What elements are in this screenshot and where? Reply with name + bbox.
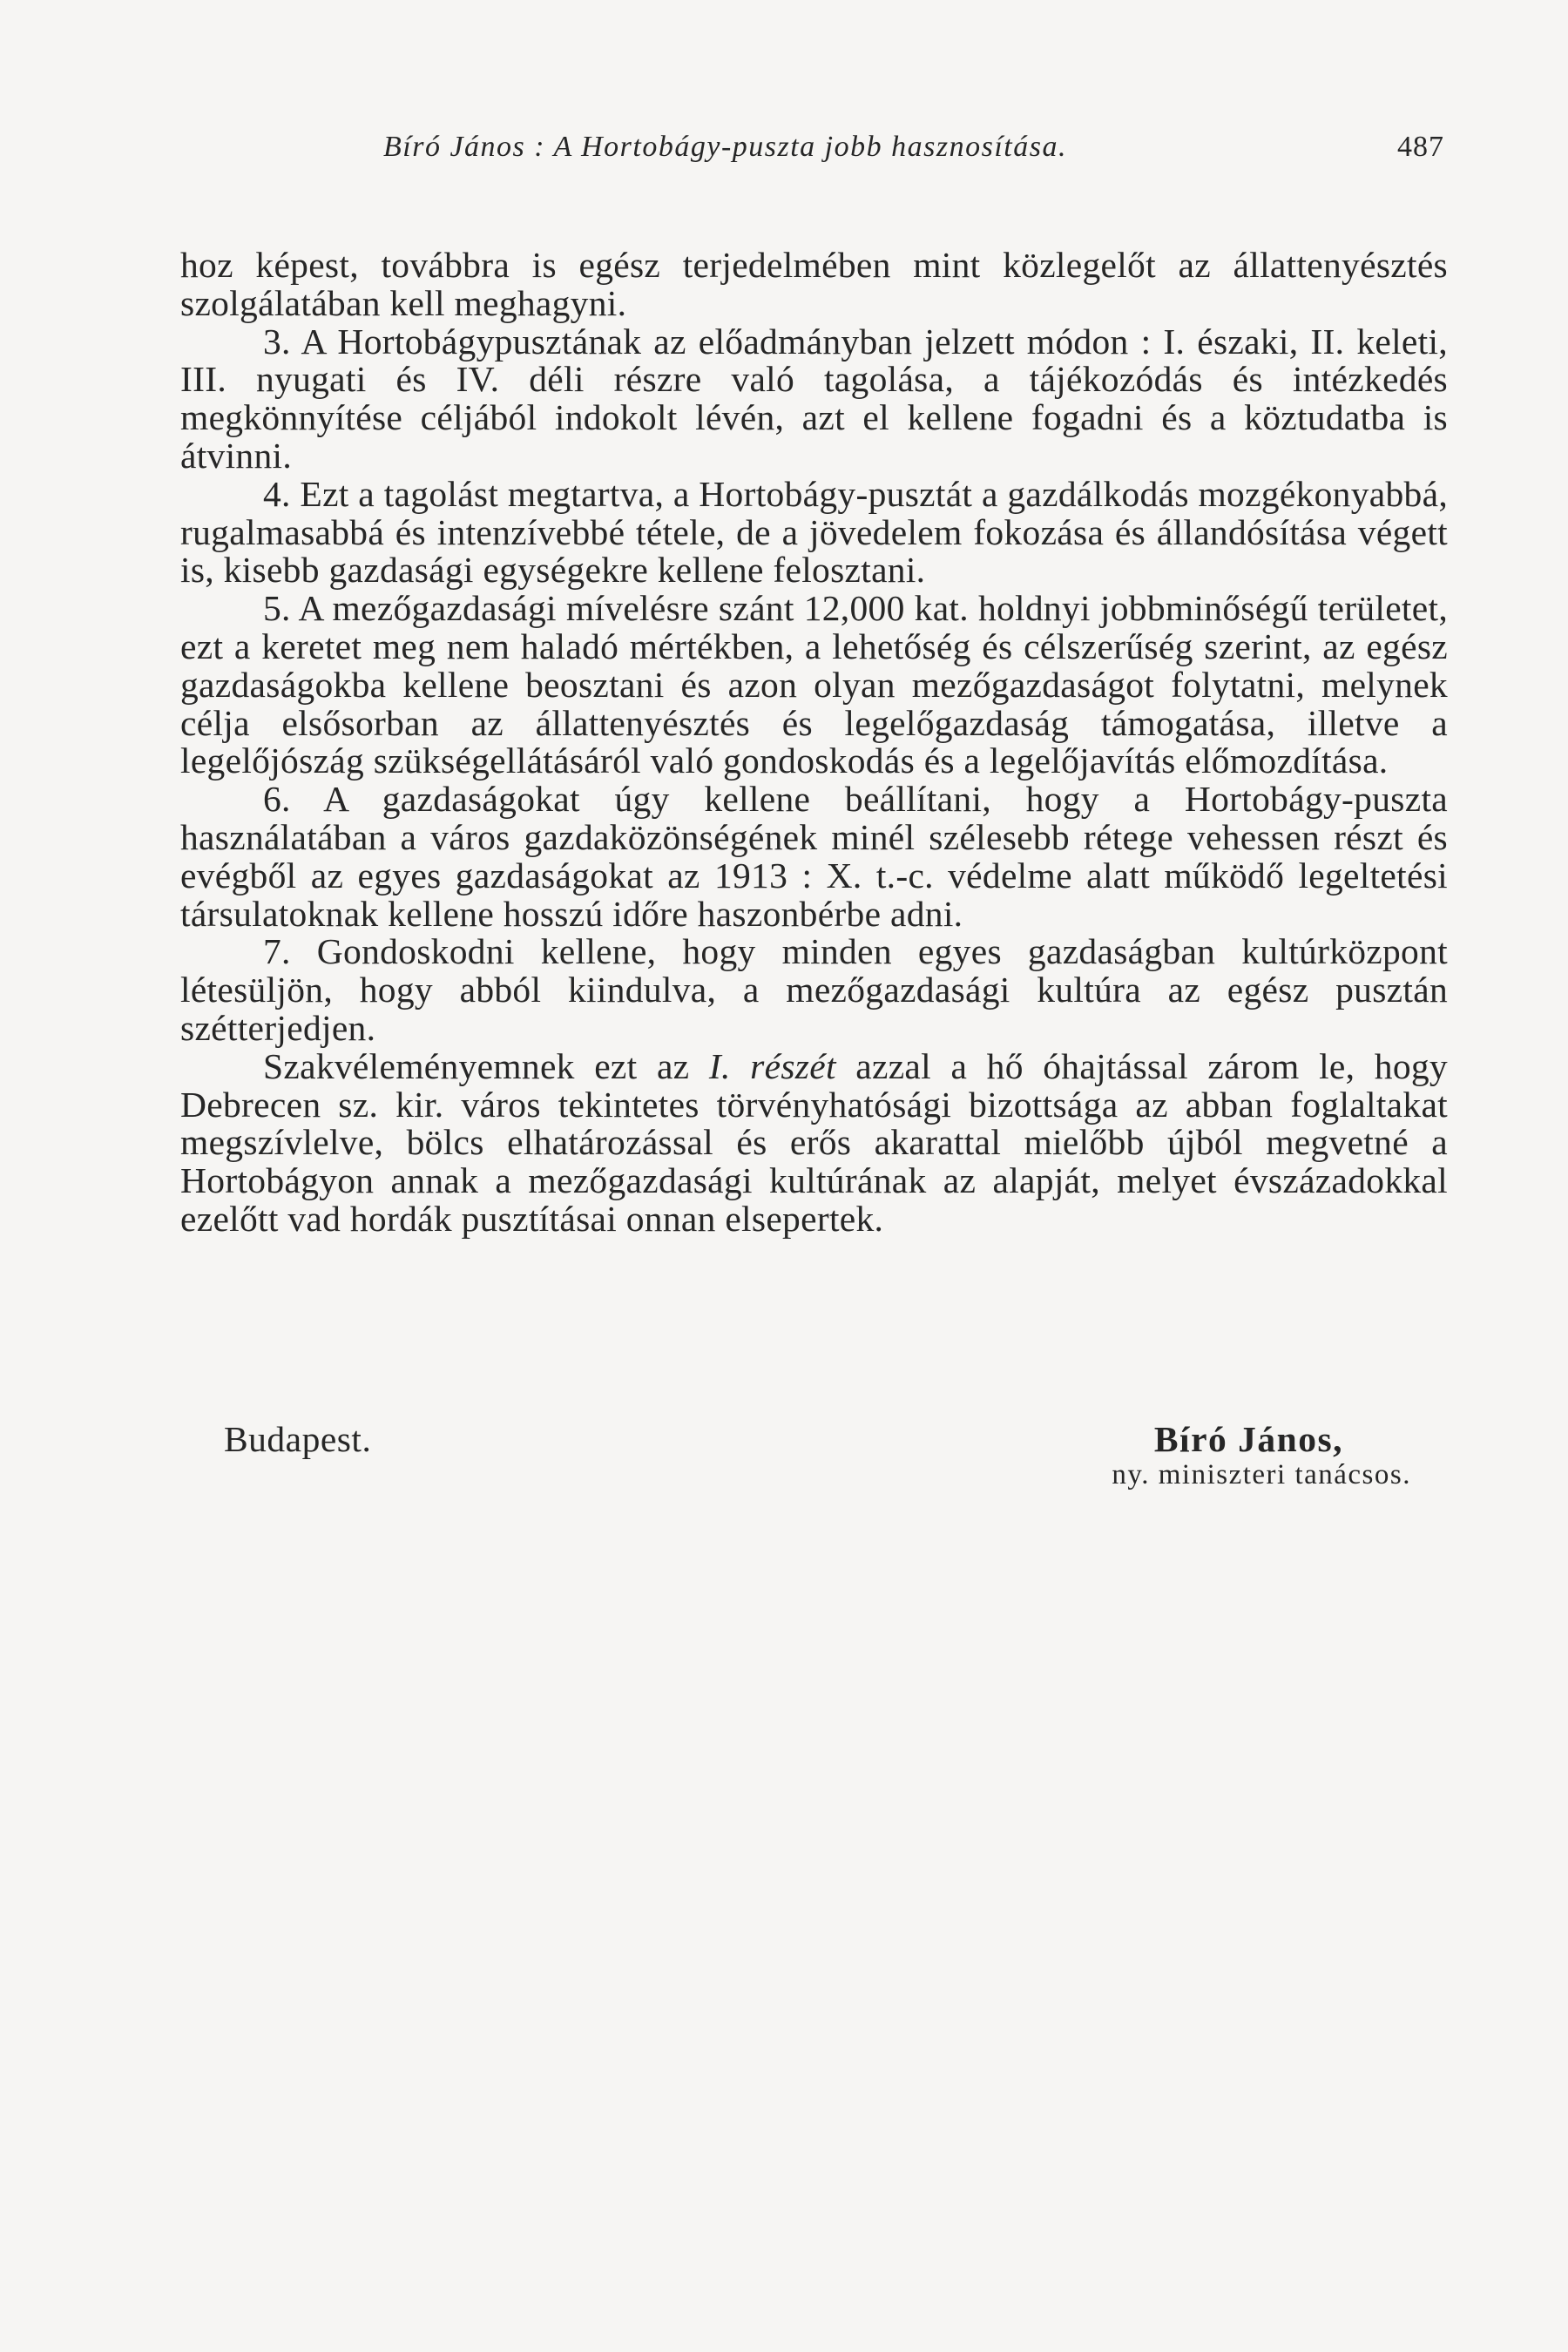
- signature-author: Bíró János,: [1153, 1419, 1343, 1459]
- paragraph-continuation: hoz képest, továbbra is egész terjedelmében mint közlegelőt az állattenyésztés szolgálatában kell meghagyni.: [180, 245, 1448, 323]
- paragraph-closing: [180, 1045, 1448, 1239]
- body-text: [180, 247, 1448, 1239]
- signature-block: [180, 1418, 1448, 1505]
- paragraph-point-3: 3. A Hortobágypusztának az előadmányban jelzett módon : I. északi, II. keleti, III. nyugati és IV. déli részre való tagolása, a tájékozódás és intézkedés megkönnyítése céljából indokolt lévén, azt el kellene fogadni és a köztudatba is átvinni.: [180, 321, 1448, 476]
- closing-text-before: Szakvéleményemnek ezt az: [263, 1045, 709, 1086]
- paragraph-point-6: 6. A gazdaságokat úgy kellene beállítani, hogy a Hortobágy-puszta használatában a város gazdaközönségének minél szélesebb rétege vehessen részt és evégből az egyes gazdaságokat az 1913 : X. t.-c. védelme alatt működő legeltetési társulatoknak kellene hosszú időre haszonbérbe adni.: [180, 779, 1448, 934]
- paragraph-point-5: 5. A mezőgazdasági mívelésre szánt 12,000 kat. holdnyi jobbminőségű területet, ezt a keretet meg nem haladó mértékben, a lehetőség és célszerűség szerint, az egész gazdaságokba kellene beosztani és azon olyan mezőgazdaságot folytatni, melynek célja elsősorban az állattenyésztés és legelőgazdaság támogatása, illetve a legelőjószág szükségellátásáról való gondoskodás és a legelőjavítás előmozdítása.: [180, 588, 1448, 781]
- page-number: 487: [1397, 131, 1444, 163]
- paragraph-point-4: 4. Ezt a tagolást megtartva, a Hortobágy-pusztát a gazdálkodás mozgékonyabbá, rugalmasabbá és intenzívebbé tétele, de a jövedelem fokozása és állandósítása végett is, kisebb gazdasági egységekre kellene felosztani.: [180, 473, 1448, 591]
- closing-text-after: azzal a hő óhajtással zárom le, hogy Debrecen sz. kir. város tekintetes törvényhatósági bizottsága az abban foglaltakat megszívlelve, bölcs elhatározással és erős akarattal mielőbb újból megvetné a Hortobágyon annak a mezőgazdasági kultúrának az alapját, melyet évszázadokkal ezelőtt vad hordák pusztításai onnan elsepertek.: [180, 1045, 1448, 1239]
- signature-place: Budapest.: [224, 1419, 372, 1459]
- running-header: [0, 131, 1568, 174]
- paragraph-point-7: 7. Gondoskodni kellene, hogy minden egyes gazdaságban kultúrközpont létesüljön, hogy abból kiindulva, a mezőgazdasági kultúra az egész pusztán szétterjedjen.: [180, 931, 1448, 1048]
- signature-author-title: ny. miniszteri tanácsos.: [1112, 1459, 1411, 1490]
- closing-text-italic: I. részét: [708, 1045, 836, 1086]
- running-title: Bíró János : A Hortobágy-puszta jobb hasznosítása.: [383, 131, 1067, 163]
